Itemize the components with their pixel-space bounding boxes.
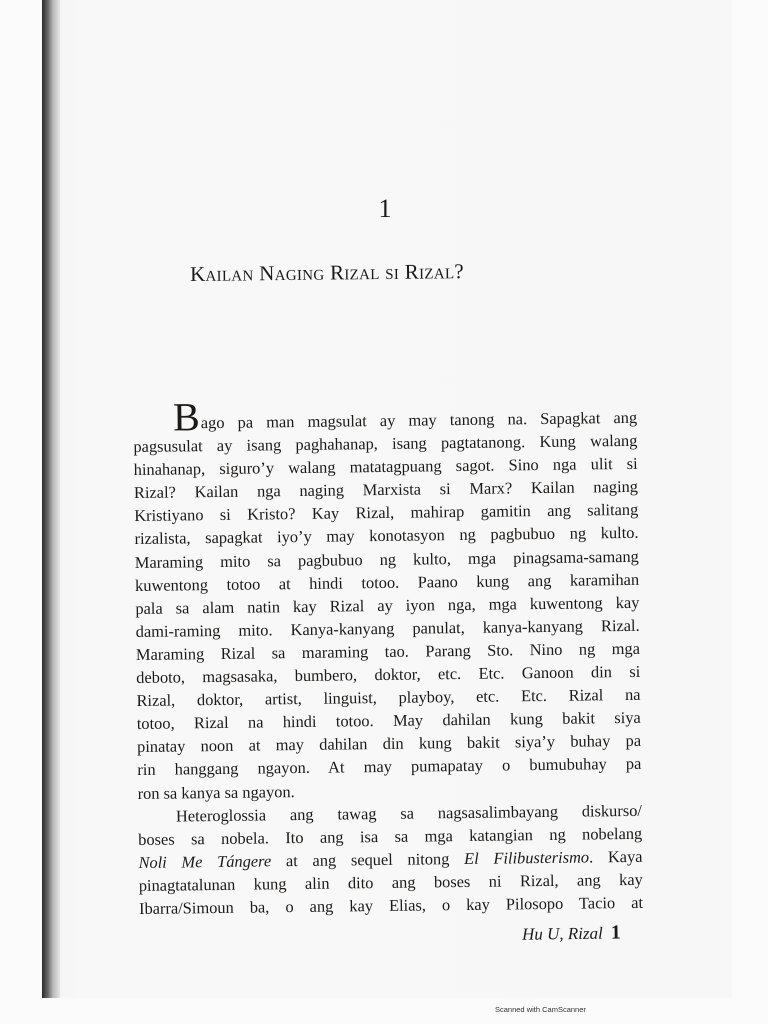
body-text xyxy=(133,394,644,920)
chapter-number: 1 xyxy=(378,194,392,223)
text-line-18: Heteroglossia ang tawag sa nagsasalimbayang diskurso/ xyxy=(175,800,643,826)
page-footer xyxy=(522,921,642,945)
drop-cap: B xyxy=(172,394,201,440)
text-line-21: pinagtatalunan kung alin dito ang boses ni Rizal, ang kay xyxy=(138,869,643,895)
page-binding-shadow xyxy=(42,0,60,998)
text-line-5: Kristiyano si Kristo? Kay Rizal, mahirap gamitin ang salitang xyxy=(134,500,639,526)
novel-title: Noli Me Tángere xyxy=(138,851,272,872)
text-line-16: rin hanggang ngayon. At may pumapatay o bumubuhay pa xyxy=(137,754,642,780)
text-line-11: Maraming Rizal sa maraming tao. Parang Sto. Nino ng mga xyxy=(135,638,641,664)
novel-title: El Filibusterismo xyxy=(464,847,590,868)
text-line-6: rizalista, sapagkat iyo’y may konotasyon ng pagbubuo ng kulto. xyxy=(134,523,639,549)
text-line-17: ron sa kanya sa ngayon. xyxy=(137,781,295,803)
scanner-watermark: Scanned with CamScanner xyxy=(495,1005,586,1014)
text-line-1: Bago pa man magsulat ay may tanong na. Sapagkat ang xyxy=(172,394,638,440)
running-head: Hu U, Rizal xyxy=(521,923,603,944)
chapter-title: Kailan Naging Rizal si Rizal? xyxy=(189,259,465,286)
text-line-15: pinatay noon at may dahilan din kung bakit siya’y buhay pa xyxy=(136,731,642,757)
text-line-13: Rizal, doktor, artist, linguist, playboy, etc. Etc. Rizal na xyxy=(136,684,641,711)
text-line-22: Ibarra/Simoun ba, o ang kay Elias, o kay Pilosopo Tacio at xyxy=(138,892,644,918)
text-line-9: pala sa alam natin kay Rizal ay iyon nga, mga kuwentong kay xyxy=(135,592,640,618)
text-line-2: pagsusulat ay isang paghahanap, isang pagtatanong. Kung walang xyxy=(133,430,638,457)
text-line-7: Maraming mito sa pagbubuo ng kulto, mga pinagsama-samang xyxy=(134,546,639,572)
page-number: 1 xyxy=(610,921,621,944)
text-line-10: dami-raming mito. Kanya-kanyang panulat, kanya-kanyang Rizal. xyxy=(135,615,640,641)
text-line-14: totoo, Rizal na hindi totoo. May dahilan kung bakit siya xyxy=(136,708,641,734)
text-line-12: deboto, magsasaka, bumbero, doktor, etc. Etc. Ganoon din si xyxy=(136,661,641,688)
text-line-4: Rizal? Kailan nga naging Marxista si Marx? Kailan naging xyxy=(133,477,639,503)
text-line-19: boses sa nobela. Ito ang isa sa mga katangian ng nobelang xyxy=(138,823,643,849)
text-line-3: hinahanap, siguro’y walang matatagpuang sagot. Sino nga ulit si xyxy=(133,454,638,480)
text-line-20: Noli Me Tángere at ang sequel nitong El Filibusterismo. Kaya xyxy=(138,846,643,872)
text-line-8: kuwentong totoo at hindi totoo. Paano kung ang karamihan xyxy=(134,569,640,595)
